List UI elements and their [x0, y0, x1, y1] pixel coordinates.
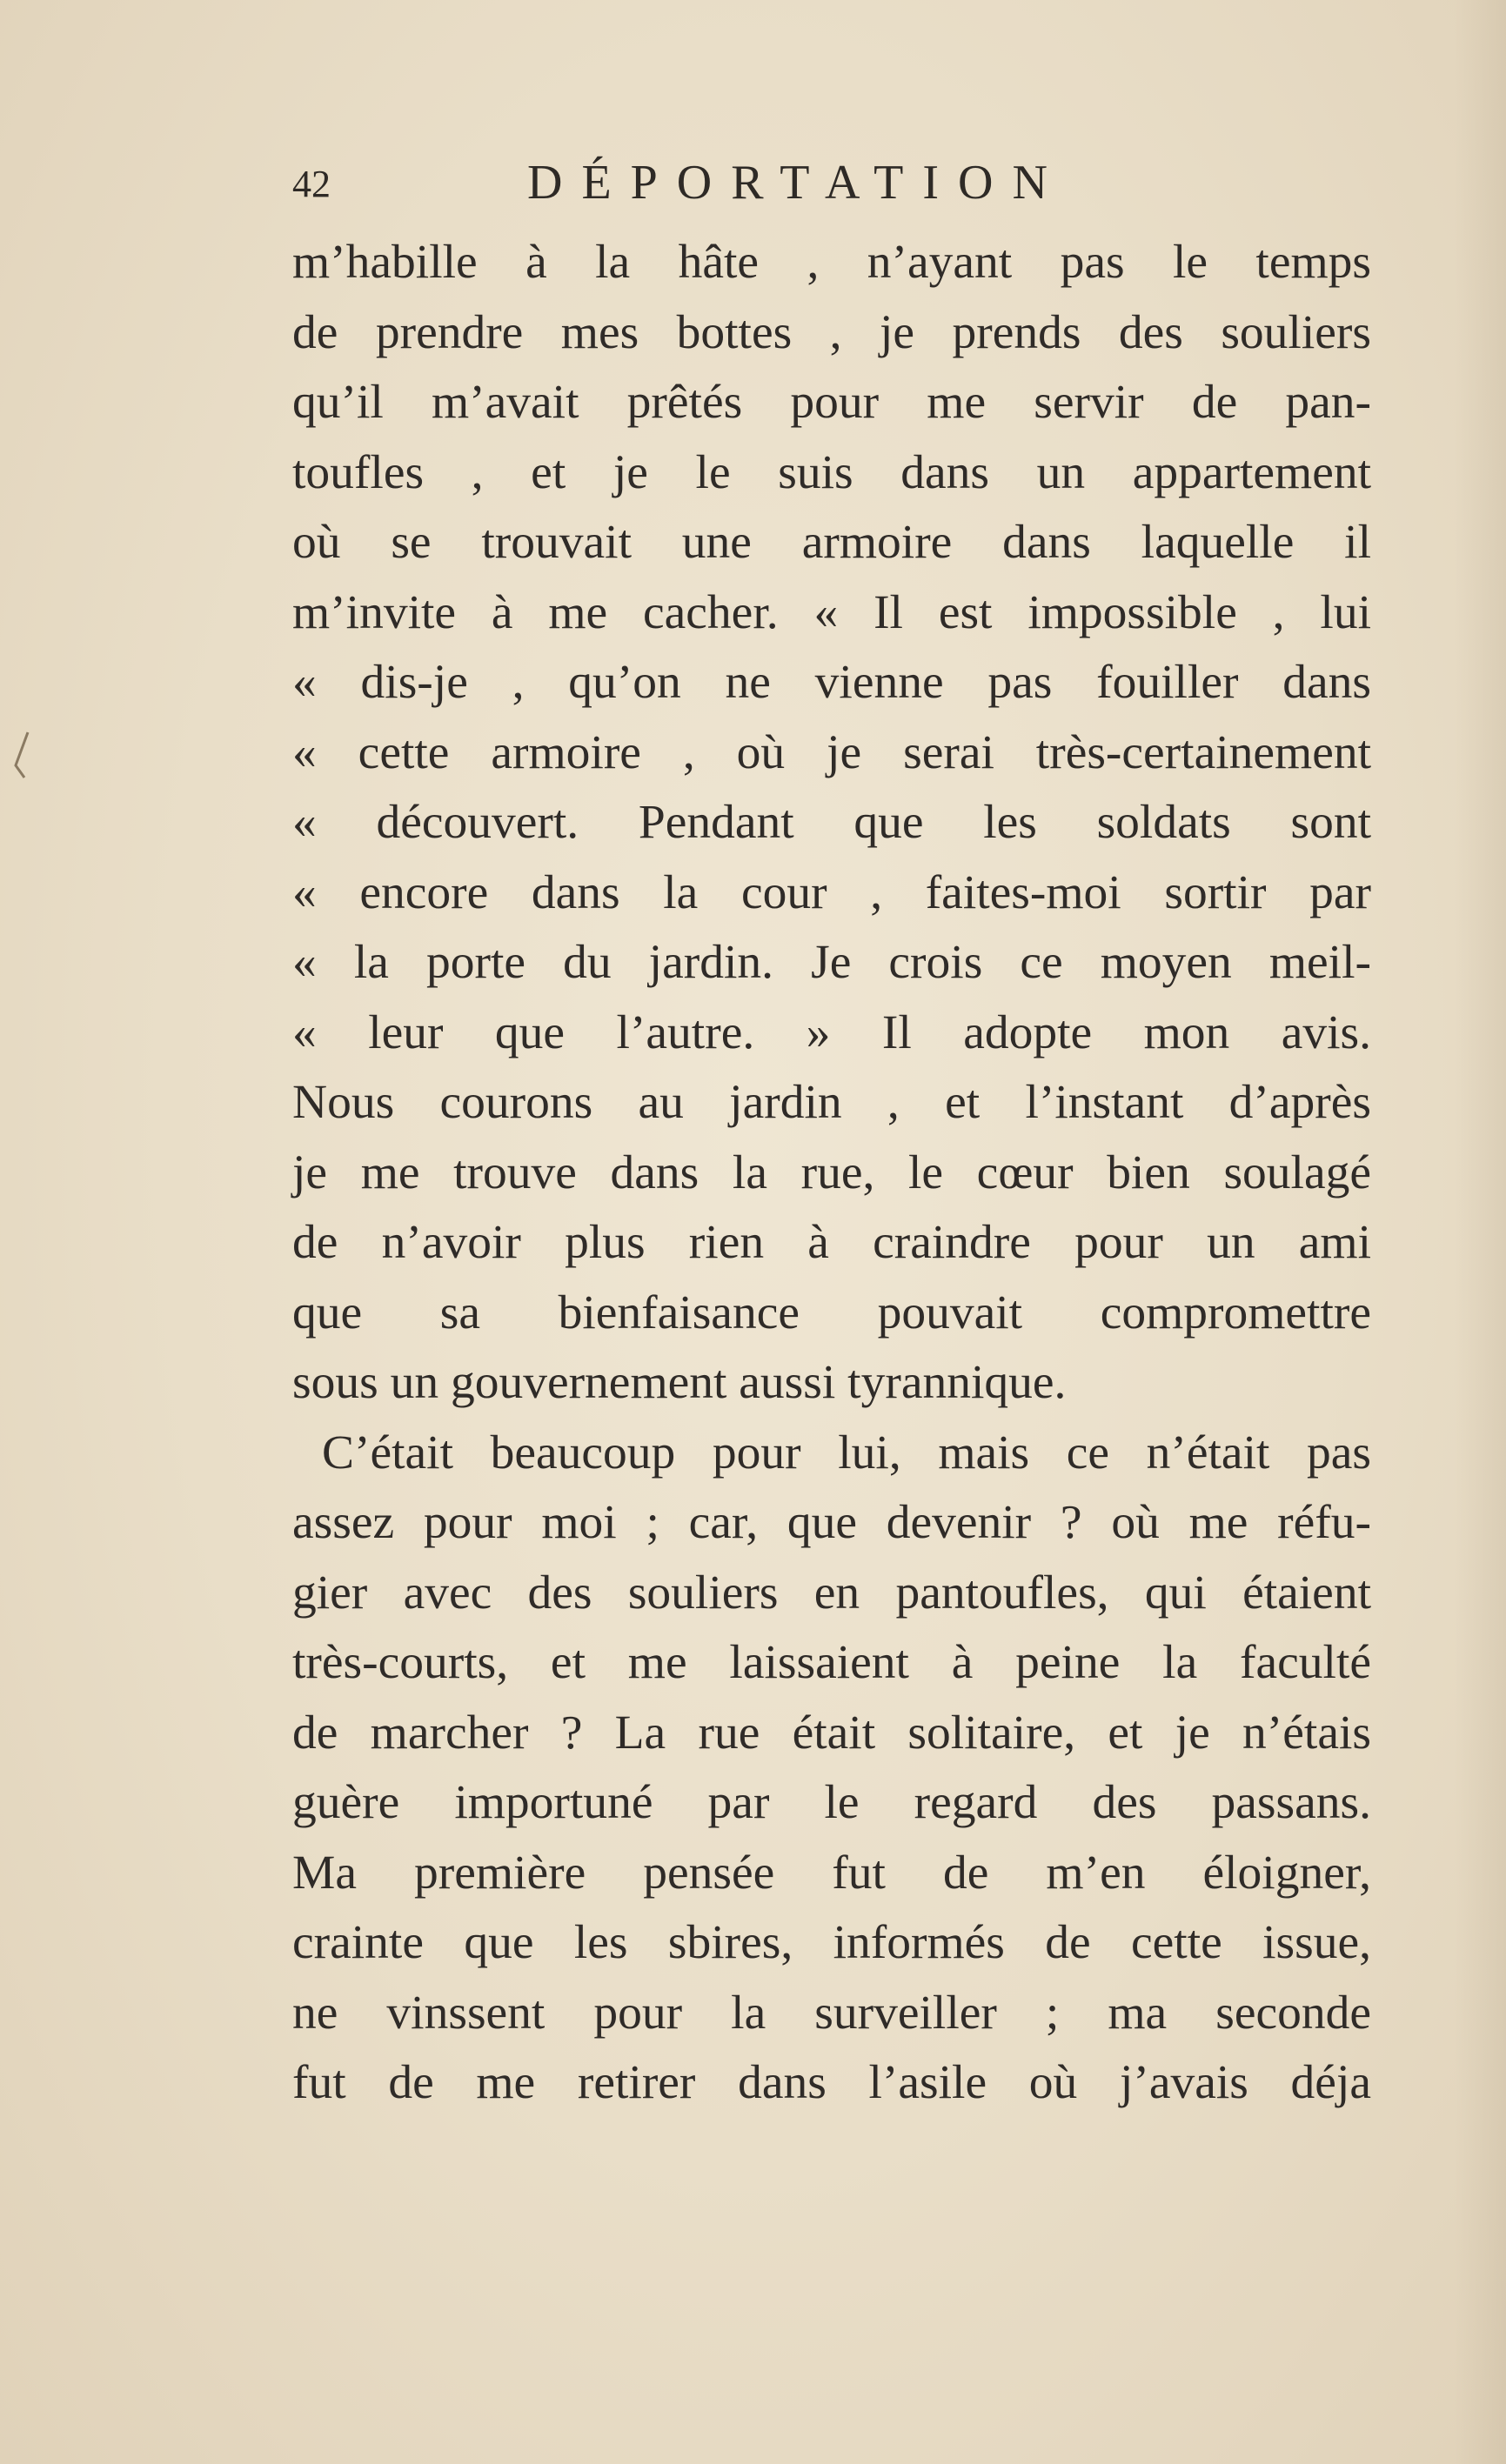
- text-line: gier avec des souliers en pantoufles, qui étaient: [292, 1566, 1371, 1619]
- text-line: ne vinssent pour la surveiller ; ma seconde: [292, 1986, 1371, 2040]
- page-number: 42: [292, 163, 331, 205]
- text-line: Ma première pensée fut de m’en éloigner,: [292, 1846, 1371, 1900]
- text-line: fut de me retirer dans l’asile où j’avais déja: [292, 2056, 1371, 2109]
- text-line: « leur que l’autre. » Il adopte mon avis.: [292, 1005, 1371, 1059]
- text-line: « encore dans la cour , faites-moi sortir par: [292, 865, 1371, 919]
- text-line: très-courts, et me laissaient à peine la faculté: [292, 1636, 1371, 1689]
- text-line: assez pour moi ; car, que devenir ? où me réfu-: [292, 1496, 1371, 1549]
- text-line: que sa bienfaisance pouvait compromettre: [292, 1285, 1371, 1339]
- text-line: m’invite à me cacher. « Il est impossible , lui: [292, 585, 1371, 639]
- page-header: [292, 146, 1371, 224]
- text-line: « cette armoire , où je serai très-certainement: [292, 725, 1371, 779]
- text-line: de prendre mes bottes , je prends des souliers: [292, 305, 1371, 359]
- text-line: sous un gouvernement aussi tyrannique.: [292, 1356, 1067, 1409]
- text-line: de n’avoir plus rien à craindre pour un ami: [292, 1216, 1371, 1269]
- text-line: C’était beaucoup pour lui, mais ce n’était pas: [322, 1426, 1371, 1479]
- text-line: guère importuné par le regard des passans.: [292, 1776, 1371, 1829]
- text-line: crainte que les sbires, informés de cette issue,: [292, 1916, 1371, 1969]
- text-line: Nous courons au jardin , et l’instant d’après: [292, 1076, 1371, 1129]
- margin-mark: [10, 731, 33, 779]
- text-line: « découvert. Pendant que les soldats sont: [292, 796, 1371, 849]
- text-line: « la porte du jardin. Je crois ce moyen meil-: [292, 936, 1371, 989]
- text-line: m’habille à la hâte , n’ayant pas le temps: [292, 236, 1371, 289]
- text-line: qu’il m’avait prêtés pour me servir de pan-: [292, 376, 1371, 429]
- text-line: « dis-je , qu’on ne vienne pas fouiller dans: [292, 656, 1371, 709]
- text-line: où se trouvait une armoire dans laquelle il: [292, 516, 1371, 569]
- running-title: DÉPORTATION: [527, 156, 1067, 210]
- text-line: de marcher ? La rue était solitaire, et je n’étais: [292, 1706, 1371, 1760]
- body-text: [292, 228, 1371, 2119]
- text-line: toufles , et je le suis dans un appartement: [292, 445, 1371, 499]
- text-line: je me trouve dans la rue, le cœur bien soulagé: [292, 1145, 1371, 1199]
